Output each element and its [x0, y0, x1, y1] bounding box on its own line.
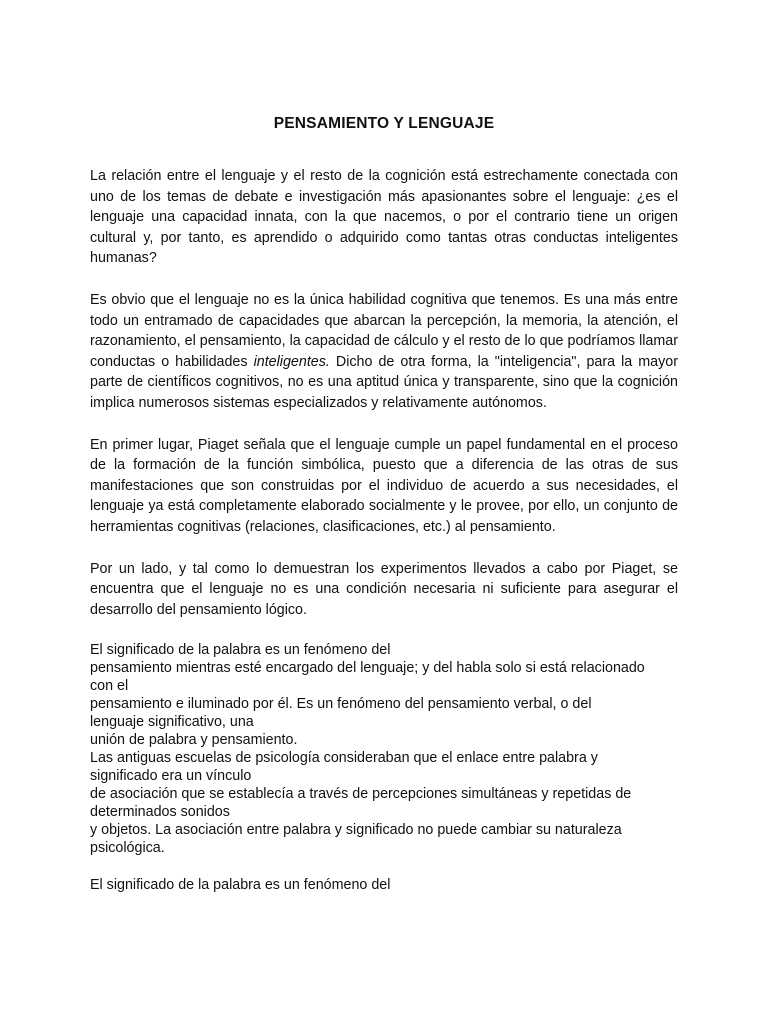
paragraph-5-line: y objetos. La asociación entre palabra y significado no puede cambiar su naturaleza: [90, 822, 622, 839]
paragraph-4: Por un lado, y tal como lo demuestran los experimentos llevados a cabo por Piaget, se encuentra que el lenguaje no es una condición necesaria ni suficiente para asegurar el desarrollo del pensamiento lógico.: [90, 560, 678, 618]
paragraph-5-line: lenguaje significativo, una: [90, 714, 254, 731]
paragraph-5-line: pensamiento e iluminado por él. Es un fenómeno del pensamiento verbal, o del: [90, 696, 592, 713]
paragraph-3: En primer lugar, Piaget señala que el lenguaje cumple un papel fundamental en el proceso de la formación de la función simbólica, puesto que a diferencia de las otras de sus manifestaciones que son construidas por el individuo de acuerdo a sus necesidades, el lenguaje ya está completamente elaborado socialmente y le provee, por ello, un conjunto de herramientas cognitivas (relaciones, clasificaciones, etc.) al pensamiento.: [90, 436, 678, 535]
document-title: PENSAMIENTO Y LENGUAJE: [273, 115, 495, 132]
paragraph-5-line: determinados sonidos: [90, 804, 230, 821]
paragraph-5-line: Las antiguas escuelas de psicología consideraban que el enlace entre palabra y: [90, 750, 598, 767]
document-page: [90, 110, 678, 894]
paragraph-5-line: psicológica.: [90, 840, 165, 857]
paragraph-5-line: de asociación que se establecía a través de percepciones simultáneas y repetidas de: [90, 786, 632, 803]
paragraph-5: [90, 641, 678, 857]
paragraph-6: [90, 876, 678, 894]
paragraph-5-line: El significado de la palabra es un fenómeno del: [90, 642, 391, 659]
paragraph-2-italic: inteligentes.: [253, 353, 330, 370]
paragraph-6-line: El significado de la palabra es un fenómeno del: [90, 877, 391, 894]
paragraph-5-line: pensamiento mientras esté encargado del lenguaje; y del habla solo si está relacionado: [90, 660, 645, 677]
paragraph-2: [90, 290, 678, 414]
paragraph-5-line: unión de palabra y pensamiento.: [90, 732, 298, 749]
paragraph-1: La relación entre el lenguaje y el resto de la cognición está estrechamente conectada con uno de los temas de debate e investigación más apasionantes sobre el lenguaje: ¿es el lenguaje una capacidad innata, con la que nacemos, o por el contrario tiene un origen cultural y, por tanto, es aprendido o adquirido como tantas otras conductas inteligentes humanas?: [90, 168, 678, 267]
paragraph-5-line: significado era un vínculo: [90, 768, 252, 785]
paragraph-5-line: con el: [90, 678, 129, 695]
paragraph-2-text-a: Es obvio que el lenguaje no es la única habilidad cognitiva que tenemos. Es una más entre todo un entramado de capacidades que abarcan la percepción, la memoria, la atención, el razonamiento, el pensamiento, la capacidad de cálculo y el resto de lo que podríamos llamar conductas o habilidades: [90, 291, 678, 370]
paragraph-2-text-b: Dicho de otra forma, la "inteligencia", para la mayor parte de científicos cognitivos, no es una aptitud única y transparente, sino que la cognición implica numerosos sistemas especializados y relativamente autónomos.: [90, 353, 678, 411]
